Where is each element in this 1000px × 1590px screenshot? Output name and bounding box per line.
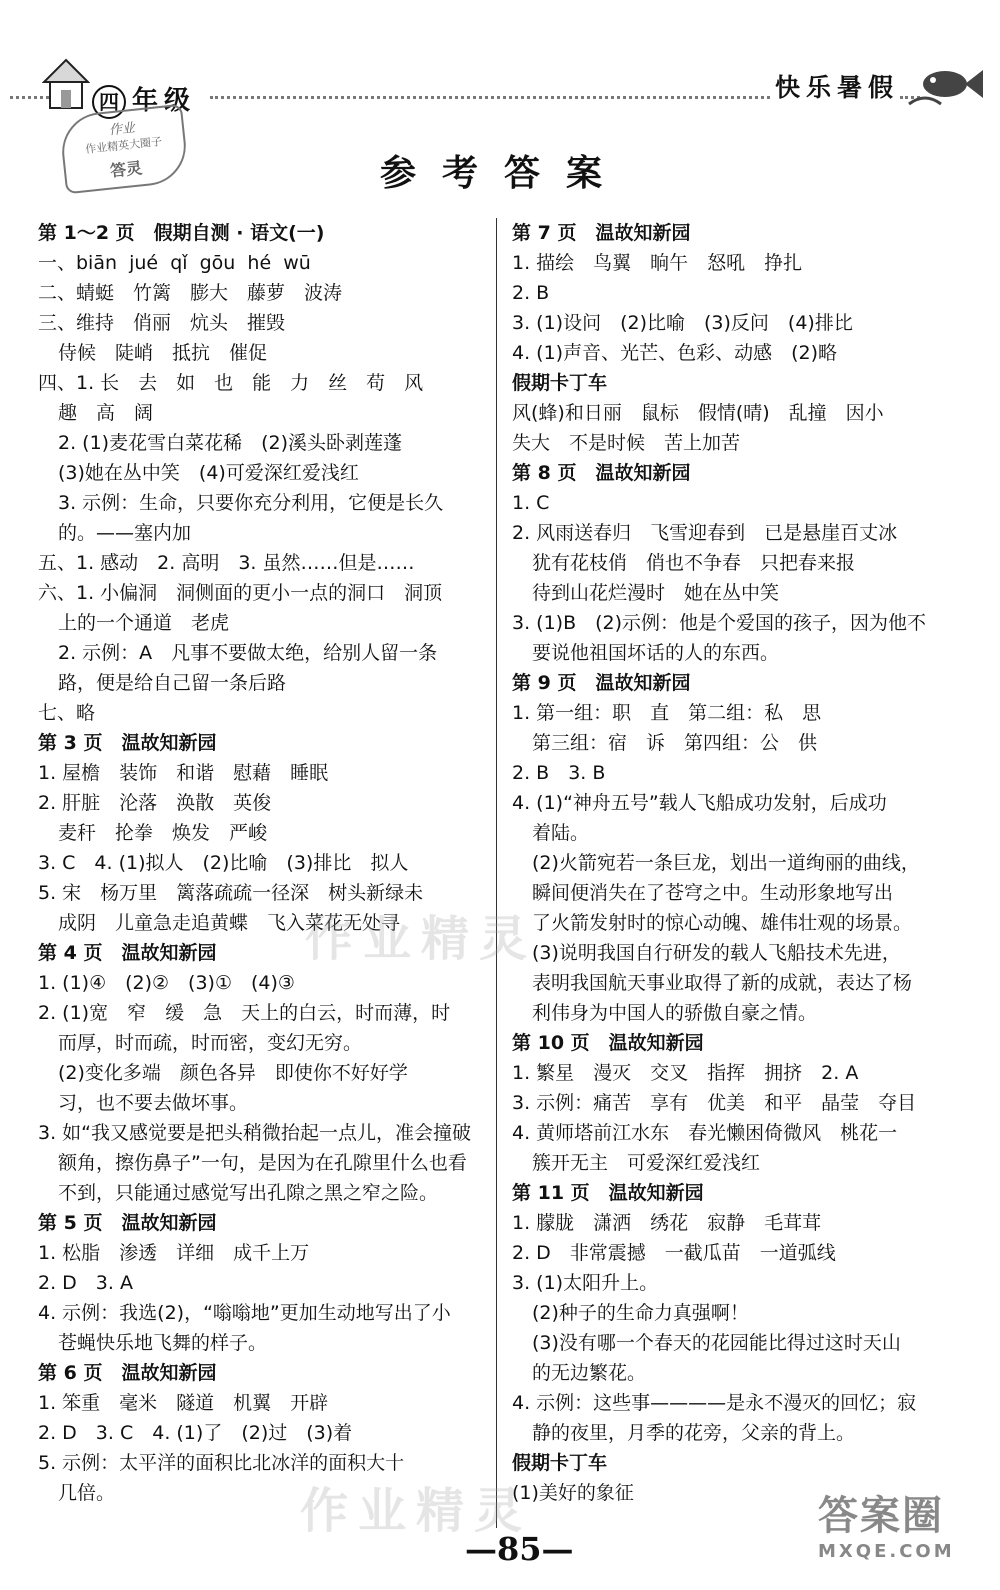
answer-line: 3. (1)设问 (2)比喻 (3)反问 (4)排比 (512, 312, 853, 334)
answer-line: 2. D 3. C 4. (1)了 (2)过 (3)着 (38, 1422, 353, 1444)
answer-line: 着陆。 (532, 822, 590, 844)
answer-line: 趣 高 阔 (58, 402, 154, 424)
stamp-line-1: 作业 (108, 120, 136, 139)
answer-line: 3. (1)B (2)示例：他是个爱国的孩子，因为他不 (512, 612, 927, 634)
answer-line: 要说他祖国坏话的人的东西。 (532, 642, 780, 664)
answer-line: 上的一个通道 老虎 (58, 612, 230, 634)
answer-line: 几倍。 (58, 1482, 116, 1504)
answer-line: 五、1. 感动 2. 高明 3. 虽然……但是…… (38, 552, 415, 574)
answer-line: 静的夜里，月季的花旁，父亲的背上。 (532, 1422, 856, 1444)
answer-line: 成阴 儿童急走追黄蝶 飞入菜花无处寻 (58, 912, 401, 934)
section-heading: 第 1～2 页 假期自测 · 语文(一) (38, 222, 325, 244)
section-heading: 第 3 页 温故知新园 (38, 732, 217, 754)
corner-logo (818, 1484, 968, 1570)
answer-line: 4. 示例：我选(2)，“嗡嗡地”更加生动地写出了小 (38, 1302, 451, 1324)
answer-line: 2. B (512, 282, 550, 304)
section-heading: 第 10 页 温故知新园 (512, 1032, 704, 1054)
answer-line: 第三组：宿 诉 第四组：公 供 (532, 732, 818, 754)
answer-line: 1. (1)④ (2)② (3)① (4)③ (38, 972, 295, 994)
section-heading: 第 8 页 温故知新园 (512, 462, 691, 484)
answer-line: 4. 示例：这些事————是永不漫灭的回忆；寂 (512, 1392, 917, 1414)
answer-line: 3. (1)太阳升上。 (512, 1272, 659, 1294)
answer-column-left (38, 218, 478, 1508)
answer-line: 麦秆 抡拳 焕发 严峻 (58, 822, 268, 844)
answer-line: (2)变化多端 颜色各异 即使你不好好学 (58, 1062, 408, 1084)
answer-line: 2. D 非常震撼 一截瓜苗 一道弧线 (512, 1242, 836, 1264)
answer-line: 六、1. 小偏洞 洞侧面的更小一点的洞口 洞顶 (38, 582, 443, 604)
answer-line: 四、1. 长 去 如 也 能 力 丝 苟 风 (38, 372, 424, 394)
answer-line: 风(蜂)和日丽 鼠标 假情(晴) 乱撞 因小 (512, 402, 884, 424)
watermark: 作业精灵 (305, 911, 538, 967)
answer-line: 簇开无主 可爱深红爱浅红 (532, 1152, 761, 1174)
corner-logo-text: 答案圈 (818, 1493, 944, 1539)
answer-line: 1. 描绘 鸟翼 晌午 怒吼 挣扎 (512, 252, 803, 274)
answer-line: 犹有花枝俏 俏也不争春 只把春来报 (532, 552, 856, 574)
answer-line: 表明我国航天事业取得了新的成就，表达了杨 (532, 972, 913, 994)
brand-stamp (58, 104, 189, 195)
answer-line: 苍蝇快乐地飞舞的样子。 (58, 1332, 268, 1354)
answer-line: 的。——塞内加 (58, 522, 192, 544)
answer-line: 习，也不要去做坏事。 (58, 1092, 249, 1114)
answer-line: 1. 笨重 毫米 隧道 机翼 开辟 (38, 1392, 329, 1414)
answer-line: 4. (1)声音、光芒、色彩、动感 (2)略 (512, 342, 837, 364)
page-header (0, 0, 1000, 194)
answer-line: 1. 松脂 渗透 详细 成千上万 (38, 1242, 310, 1264)
house-icon (42, 58, 90, 110)
answer-line: 2. (1)宽 窄 缓 急 天上的白云，时而薄，时 (38, 1002, 451, 1024)
answer-line: 2. 示例：A 凡事不要做太绝，给别人留一条 (58, 642, 438, 664)
answer-line: 2. 风雨送春归 飞雪迎春到 已是悬崖百丈冰 (512, 522, 898, 544)
answer-line: 利伟身为中国人的骄傲自豪之情。 (532, 1002, 818, 1024)
column-divider (496, 218, 497, 1528)
answer-line: 3. 示例：生命，只要你充分利用，它便是长久 (58, 492, 444, 514)
section-heading: 第 5 页 温故知新园 (38, 1212, 217, 1234)
section-heading: 第 6 页 温故知新园 (38, 1362, 217, 1384)
answer-line: 3. C 4. (1)拟人 (2)比喻 (3)排比 拟人 (38, 852, 409, 874)
answer-line: 5. 示例：太平洋的面积比北冰洋的面积大十 (38, 1452, 405, 1474)
answer-line: 路，便是给自己留一条后路 (58, 672, 287, 694)
answer-line: (3)她在丛中笑 (4)可爱深红爱浅红 (58, 462, 359, 484)
answer-line: 了火箭发射时的惊心动魄、雄伟壮观的场景。 (532, 912, 913, 934)
answer-line: 4. (1)“神舟五号”载人飞船成功发射，后成功 (512, 792, 887, 814)
answer-line: 一、biān jué qǐ gōu hé wū (38, 252, 311, 274)
answer-column-right (512, 218, 952, 1508)
answer-line: 而厚，时而疏，时而密，变幻无穷。 (58, 1032, 363, 1054)
answer-line: 失大 不是时候 苦上加苦 (512, 432, 741, 454)
answer-line: (1)美好的象征 (512, 1482, 634, 1504)
grade-number: 四 (92, 85, 126, 119)
answer-line: 2. 肝脏 沦落 涣散 英俊 (38, 792, 272, 814)
section-heading: 第 11 页 温故知新园 (512, 1182, 704, 1204)
section-heading: 假期卡丁车 (512, 1452, 608, 1474)
section-heading: 第 7 页 温故知新园 (512, 222, 691, 244)
page-title: 参考答案 (380, 152, 629, 194)
answer-line: 5. 宋 杨万里 篱落疏疏一径深 树头新绿未 (38, 882, 424, 904)
answer-line: 1. 繁星 漫灭 交叉 指挥 拥挤 2. A (512, 1062, 859, 1084)
answer-line: 七、略 (38, 702, 96, 724)
answer-line: 三、维持 俏丽 炕头 摧毁 (38, 312, 286, 334)
answer-line: 2. D 3. A (38, 1272, 133, 1294)
page-number: —85— (465, 1530, 574, 1568)
grade-label: 年级 (132, 86, 197, 116)
dotted-rule-center (210, 96, 770, 99)
answer-line: (3)说明我国自行研发的载人飞船技术先进， (532, 942, 901, 964)
answer-line: (2)种子的生命力真强啊！ (532, 1302, 749, 1324)
answer-line: 3. 示例：痛苦 享有 优美 和平 晶莹 夺目 (512, 1092, 917, 1114)
answer-line: 1. C (512, 492, 550, 514)
answer-line: 额角，擦伤鼻子”一句，是因为在孔隙里什么也看 (58, 1152, 467, 1174)
section-heading: 第 4 页 温故知新园 (38, 942, 217, 964)
answer-line: 瞬间便消失在了苍穹之中。生动形象地写出 (532, 882, 894, 904)
answer-line: 2. B 3. B (512, 762, 606, 784)
section-heading: 第 9 页 温故知新园 (512, 672, 691, 694)
section-heading: 假期卡丁车 (512, 372, 608, 394)
answer-line: (2)火箭宛若一条巨龙，划出一道绚丽的曲线， (532, 852, 920, 874)
corner-logo-url: MXQE.COM (818, 1541, 955, 1562)
series-badge: 快乐暑假 (775, 73, 900, 102)
fish-icon (905, 64, 985, 108)
answer-line: 4. 黄师塔前江水东 春光懒困倚微风 桃花一 (512, 1122, 898, 1144)
answer-line: 二、蜻蜓 竹篱 膨大 藤萝 波涛 (38, 282, 343, 304)
answer-line: 1. 屋檐 装饰 和谐 慰藉 睡眠 (38, 762, 329, 784)
answer-line: 侍候 陡峭 抵抗 催促 (58, 342, 268, 364)
answer-line: 2. (1)麦花雪白菜花稀 (2)溪头卧剥莲蓬 (58, 432, 402, 454)
answer-line: 不到，只能通过感觉写出孔隙之黑之窄之险。 (58, 1182, 439, 1204)
answer-line: 1. 朦胧 潇洒 绣花 寂静 毛茸茸 (512, 1212, 822, 1234)
answer-line: (3)没有哪一个春天的花园能比得过这时天山 (532, 1332, 901, 1354)
stamp-line-3: 答灵 (109, 158, 144, 181)
answer-line: 1. 第一组：职 直 第二组：私 思 (512, 702, 822, 724)
answer-line: 的无边繁花。 (532, 1362, 647, 1384)
stamp-line-2: 作业精英大圈子 (84, 135, 163, 157)
answer-line: 3. 如“我又感觉要是把头稍微抬起一点儿，准会撞破 (38, 1122, 472, 1144)
answer-line: 待到山花烂漫时 她在丛中笑 (532, 582, 780, 604)
watermark: 作业精灵 (300, 1483, 533, 1539)
